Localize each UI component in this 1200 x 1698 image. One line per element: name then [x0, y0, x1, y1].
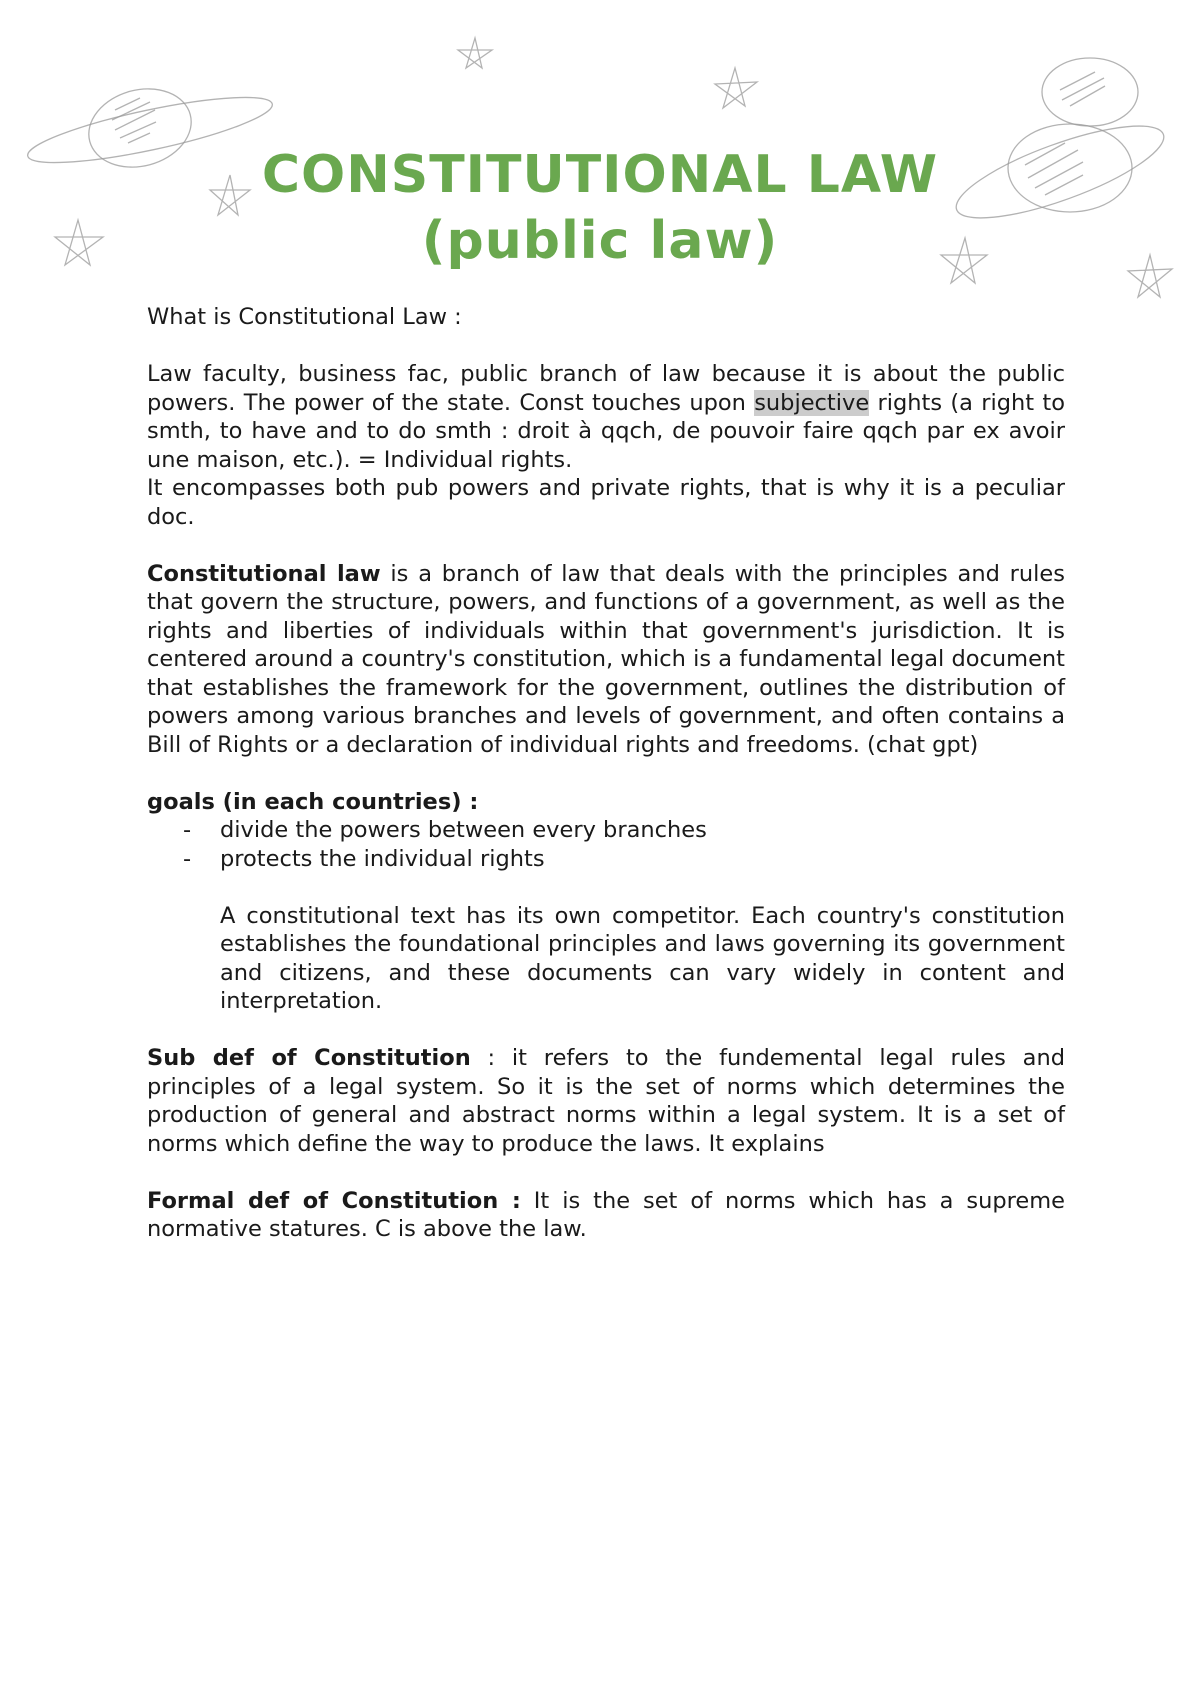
document-title — [0, 142, 1200, 274]
goals-note: A constitutional text has its own competitor. Each country's constitution establishes the foundational principles and laws governing its government and citizens, and these documents can vary widely in content and interpretation. — [220, 902, 1065, 1014]
list-item: - divide the powers between every branches — [183, 817, 707, 843]
definition-paragraph: Constitutional law is a branch of law that deals with the principles and rules that govern the structure, powers, and functions of a government, as well as the rights and liberties of individuals within that government's jurisdiction. It is centered around a country's constitution, which is a fundamental legal document that establishes the framework for the government, outlines the distribution of powers among various branches and levels of government, and often contains a Bill of Rights or a declaration of individual rights and freedoms. (chat gpt) — [147, 560, 1065, 758]
bullet-dash: - — [183, 845, 192, 872]
document-body — [147, 303, 1065, 1244]
intro-paragraph-2: It encompasses both pub powers and private rights, that is why it is a peculiar doc. — [147, 475, 1065, 530]
highlighted-word: subjective — [754, 389, 870, 416]
goals-heading: goals (in each countries) : — [147, 788, 479, 815]
bullet-dash: - — [183, 817, 192, 843]
sub-def-term: Sub def of Constitution — [147, 1045, 471, 1071]
sub-def-paragraph: Sub def of Constitution : it refers to the fundemental legal rules and principles of a legal system. So it is the set of norms which determines the production of general and abstract norms within a legal system. It is a set of norms which define the way to produce the laws. It explains — [147, 1045, 1065, 1157]
formal-def-paragraph: Formal def of Constitution : It is the set of norms which has a supreme normative statures. C is above the law. — [147, 1187, 1066, 1242]
planet-doodle-right-top — [1042, 58, 1138, 126]
definition-term: Constitutional law — [147, 560, 381, 587]
list-item: - protects the individual rights — [183, 845, 545, 872]
intro-paragraph-1: Law faculty, business fac, public branch of law because it is about the public powers. The power of the state. Const touches upon subjective rights (a right to smth, to have and to do smth : droit à qqch, de pouvoir faire qqch par ex avoir une maison, etc.). = Individual rights. — [147, 361, 1065, 473]
goals-list — [147, 816, 1065, 873]
title-line-1: CONSTITUTIONAL LAW — [261, 145, 939, 205]
intro-heading: What is Constitutional Law : — [147, 304, 462, 330]
formal-def-term: Formal def of Constitution : — [147, 1187, 521, 1214]
title-line-2: (public law) — [421, 211, 779, 271]
